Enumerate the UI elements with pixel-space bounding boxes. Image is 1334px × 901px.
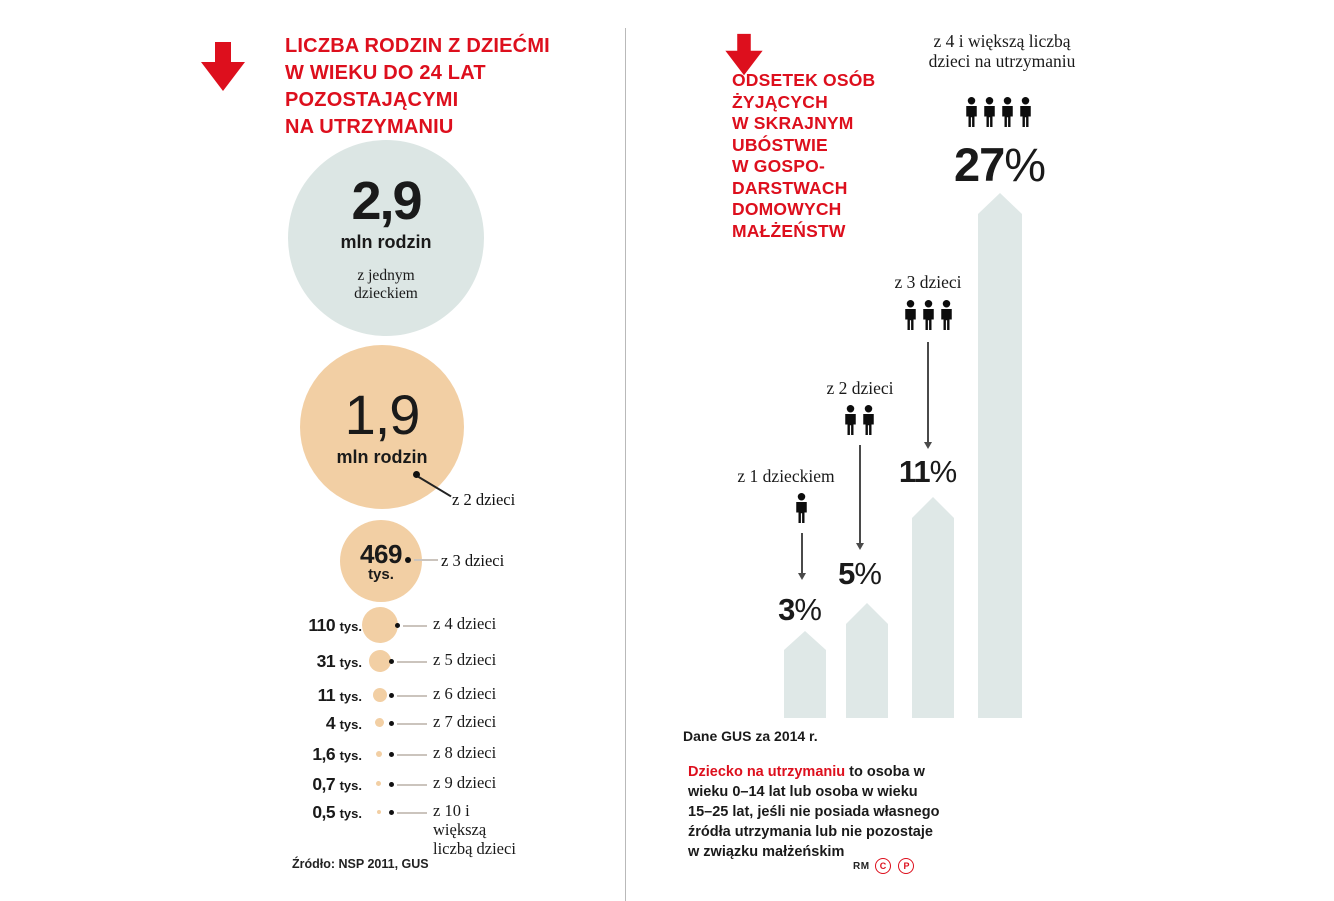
percent-sign: %	[1004, 138, 1047, 191]
title-line: W GOSPO-	[732, 156, 825, 176]
pointer-arrowhead	[924, 442, 932, 449]
row-number	[290, 713, 362, 734]
row-label: z 5 dzieci	[433, 650, 497, 669]
row-unit: tys.	[339, 778, 362, 793]
bubble-label: z jednym dzieckiem	[354, 266, 418, 302]
row-value: 31	[316, 651, 336, 671]
person-icon	[982, 94, 997, 130]
person-icon	[903, 297, 918, 333]
row-label: z 9 dzieci	[433, 773, 497, 792]
family-row-6	[290, 682, 530, 712]
bubble-value: 1,9	[344, 382, 420, 446]
source-note: Źródło: NSP 2011, GUS	[292, 857, 429, 871]
bubble-unit: tys.	[368, 565, 394, 583]
bubble-value: 2,9	[351, 170, 421, 231]
pointer-arrowhead	[798, 573, 806, 580]
bar-3-children	[912, 497, 954, 718]
bubble-2-label: z 2 dzieci	[452, 490, 516, 509]
family-row-5	[290, 648, 530, 678]
leader-line	[397, 812, 427, 814]
title-line: W WIEKU DO 24 LAT	[285, 62, 486, 84]
person-icon	[861, 402, 876, 438]
leader-line	[397, 723, 427, 725]
leader-dot	[389, 721, 394, 726]
leader-dot	[389, 810, 394, 815]
row-label: z 4 dzieci	[433, 614, 497, 633]
row-bubble	[369, 650, 391, 672]
row-unit: tys.	[339, 806, 362, 821]
row-number	[290, 615, 362, 636]
person-icon	[794, 490, 809, 526]
bar-label-2-children: z 2 dzieci	[826, 378, 894, 398]
title-line: ŻYJĄCYCH	[732, 91, 828, 112]
family-row-10	[290, 799, 530, 889]
pointer-line	[801, 533, 803, 573]
person-icon	[921, 297, 936, 333]
bar-label-3-children: z 3 dzieci	[894, 272, 962, 292]
leader-line	[397, 661, 427, 663]
bar-value-1	[720, 594, 880, 625]
title-line: LICZBA RODZIN Z DZIEĆMI	[285, 35, 550, 57]
family-row-8	[290, 741, 530, 771]
leader-line	[397, 754, 427, 756]
leader-line	[403, 625, 427, 627]
percent-sign: %	[854, 556, 882, 591]
row-unit: tys.	[339, 689, 362, 704]
pointer-arrowhead	[856, 543, 864, 550]
bubble-unit: mln rodzin	[336, 446, 428, 467]
person-icons-group	[962, 94, 1034, 130]
leader-dot	[389, 752, 394, 757]
row-bubble	[373, 688, 387, 702]
percent-value: 11	[898, 454, 930, 489]
row-number	[290, 651, 362, 672]
row-bubble	[376, 751, 382, 757]
author-credit: RM	[853, 861, 870, 872]
row-value: 11	[317, 685, 336, 705]
leader-dot	[395, 623, 400, 628]
row-value: 1,6	[312, 744, 336, 764]
person-icon	[843, 402, 858, 438]
person-icon	[939, 297, 954, 333]
row-value: 0,5	[312, 802, 336, 822]
row-number	[290, 744, 362, 765]
right-chart-title	[732, 70, 875, 242]
leader-line	[414, 559, 438, 561]
family-row-9	[290, 771, 530, 801]
family-row-4	[290, 612, 530, 642]
leader-line	[397, 695, 427, 697]
percent-value: 27	[953, 138, 1005, 191]
title-line: DARSTWACH	[732, 177, 848, 198]
leader-dot	[389, 659, 394, 664]
section-divider	[625, 28, 626, 901]
row-bubble	[376, 781, 381, 786]
row-bubble	[377, 810, 381, 814]
copyright-c-icon: C	[875, 858, 891, 874]
definition-footnote	[688, 762, 944, 862]
row-value: 4	[325, 713, 336, 733]
footnote-lead: Dziecko na utrzymaniu	[688, 764, 846, 780]
bar-value-4plus	[918, 138, 1082, 191]
leader-line	[397, 784, 427, 786]
title-line: NA UTRZYMANIU	[285, 116, 454, 138]
row-bubble	[362, 607, 398, 643]
person-icon	[1000, 94, 1015, 130]
person-icon	[964, 94, 979, 130]
row-label: z 8 dzieci	[433, 743, 497, 762]
percent-value: 3	[778, 592, 795, 627]
percent-sign: %	[794, 592, 822, 627]
bubble-unit: mln rodzin	[340, 231, 432, 252]
footnote-text: to osoba w wieku 0–14 lat lub osoba w wieku 15–25 lat, jeśli nie posiada własnego źródła utrzymania lub nie pozostaje w związku małżeńskim	[688, 764, 940, 860]
title-line: MAŁŻEŃSTW	[732, 220, 846, 241]
person-icon	[1018, 94, 1033, 130]
row-value: 110	[308, 615, 336, 635]
row-label: z 6 dzieci	[433, 684, 497, 703]
left-chart-title	[285, 33, 550, 141]
leader-dot	[405, 557, 411, 563]
row-unit: tys.	[339, 655, 362, 670]
percent-sign: %	[929, 454, 958, 489]
title-line: W SKRAJNYM	[732, 113, 854, 133]
bar-1-child	[784, 631, 826, 718]
data-source-note: Dane GUS za 2014 r.	[683, 728, 818, 744]
title-line: POZOSTAJĄCYMI	[285, 89, 459, 111]
bar-label-1-child: z 1 dzieckiem	[737, 466, 835, 486]
row-unit: tys.	[339, 619, 362, 634]
person-icons-group	[794, 490, 809, 526]
title-line: DOMOWYCH	[732, 199, 842, 219]
license-icons	[872, 856, 914, 874]
copyright-p-icon: P	[898, 858, 914, 874]
bubble-value: 469	[360, 538, 402, 569]
bubble-3-label: z 3 dzieci	[441, 551, 505, 570]
person-icons-group	[901, 297, 955, 333]
bubble-1-child	[288, 140, 484, 336]
bar-value-3	[848, 456, 1008, 487]
family-row-7	[290, 710, 530, 740]
row-value: 0,7	[312, 774, 336, 794]
row-label: z 7 dzieci	[433, 712, 497, 731]
row-bubble	[375, 718, 384, 727]
bubble-2-children	[300, 345, 464, 509]
row-number	[290, 774, 362, 795]
percent-value: 5	[838, 556, 855, 591]
down-arrow-icon	[197, 40, 249, 94]
title-line: UBÓSTWIE	[732, 134, 828, 155]
row-label: z 10 i większą liczbą dzieci	[433, 801, 516, 858]
leader-dot	[389, 693, 394, 698]
title-line: ODSETEK OSÓB	[732, 70, 876, 90]
leader-dot	[389, 782, 394, 787]
row-unit: tys.	[339, 717, 362, 732]
row-number	[290, 802, 362, 823]
row-number	[290, 685, 362, 706]
person-icons-group	[843, 402, 876, 438]
pointer-line	[859, 445, 861, 543]
bar-label-4plus-children: z 4 i większą liczbą dzieci na utrzymaniu	[928, 31, 1076, 71]
row-unit: tys.	[339, 748, 362, 763]
